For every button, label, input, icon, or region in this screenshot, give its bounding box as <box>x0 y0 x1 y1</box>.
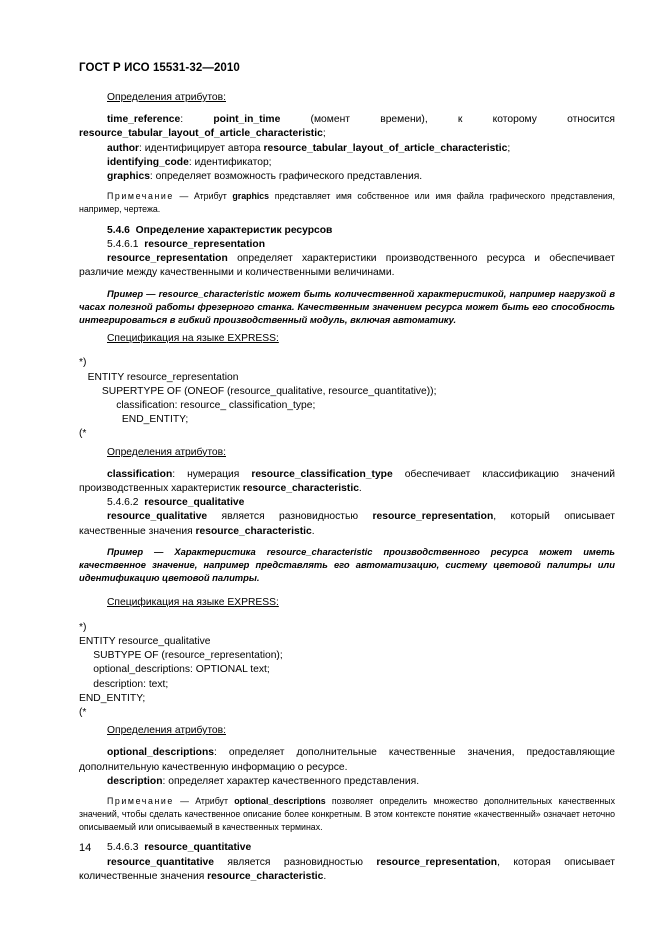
resource-representation-paragraph: resource_representation определяет характеристики производственного ресурса и обеспечивает различие между качественными и количественными величинами. <box>79 253 615 279</box>
code-line: *) <box>79 357 87 369</box>
code-line: SUPERTYPE OF (ONEOF (resource_qualitative, resource_quantitative)); <box>79 385 437 397</box>
code-line: (* <box>79 706 87 718</box>
example-resource-characteristic: Пример — resource_characteristic может быть количественной характеристикой, например нагрузкой в часах полезной работы фрезерного станка. Качественным значением ресурса может быть его способность интегрироваться в гибкий производственный модуль, включая автоматику. <box>79 287 615 326</box>
express-heading-2: Спецификация на языке EXPRESS: <box>107 597 279 609</box>
attrs-heading-3: Определения атрибутов: <box>107 725 226 737</box>
code-line: END_ENTITY; <box>79 414 189 426</box>
note-optional-descriptions: Примечание — Атрибут optional_descriptions позволяет определить множество дополнительных качественных значений, чтобы сделать качественное описание более конкретным. В этом контексте понятие «качественный» означает неточно описываемый или описываемый в качественных терминах. <box>79 795 615 832</box>
attr-time-reference: time_reference: point_in_time (момент времени), к которому относится resource_tabular_layout_of_article_characteristic; <box>79 114 615 140</box>
code-line: END_ENTITY; <box>79 692 146 704</box>
page-number: 14 <box>79 842 92 854</box>
attr-identifying-code: identifying_code: идентификатор; <box>107 156 272 168</box>
express-heading-1: Спецификация на языке EXPRESS: <box>107 333 279 345</box>
section-5-4-6-3-heading: 5.4.6.3 resource_quantitative <box>107 842 252 854</box>
attr-classification: classification: нумерация resource_classification_type обеспечивает классификацию значений производственных характеристик resource_characteristic. <box>79 468 615 495</box>
resource-qualitative-paragraph: resource_qualitative является разновидностью resource_representation, который описывает качественные значения resource_characteristic. <box>79 511 615 537</box>
code-line: optional_descriptions: OPTIONAL text; <box>79 664 270 676</box>
section-5-4-6-2-heading: 5.4.6.2 resource_qualitative <box>107 497 245 509</box>
resource-quantitative-paragraph: resource_quantitative является разновидностью resource_representation, которая описывает количественные значения resource_characteristic. <box>79 856 615 882</box>
document-header: ГОСТ Р ИСО 15531-32—2010 <box>79 62 240 74</box>
section-5-4-6-heading: 5.4.6 Определение характеристик ресурсов <box>107 224 333 236</box>
express-code-block-2 <box>79 621 615 720</box>
code-line: (* <box>79 428 87 440</box>
attr-graphics: graphics: определяет возможность графического представления. <box>107 171 423 183</box>
attrs-heading-2: Определения атрибутов: <box>107 446 226 458</box>
example-qualitative: Пример — Характеристика resource_characteristic производственного ресурса может иметь качественное значение, например представлять его автоматизацию, систему цветовой палитры или идентификацию цветовой палитры. <box>79 545 615 584</box>
note-graphics: Примечание — Атрибут graphics представляет имя собственное или имя файла графического представления, например, чертежа. <box>79 191 615 215</box>
attr-description: description: определяет характер качественного представления. <box>107 775 420 787</box>
code-line: classification: resource_ classification_type; <box>79 400 316 412</box>
attr-author: author: идентифицирует автора resource_tabular_layout_of_article_characteristic; <box>107 142 511 154</box>
code-line: ENTITY resource_representation <box>79 371 239 383</box>
express-code-block-1 <box>79 356 615 441</box>
section-5-4-6-1-heading: 5.4.6.1 resource_representation <box>107 239 265 251</box>
attrs-heading-1: Определения атрибутов: <box>107 92 226 103</box>
code-line: ENTITY resource_qualitative <box>79 635 211 647</box>
page-content <box>79 91 615 884</box>
code-line: description: text; <box>79 678 169 690</box>
attr-optional-descriptions: optional_descriptions: определяет дополнительные качественные значения, предоставляющие дополнительную качественную информацию о ресурсе. <box>79 747 615 773</box>
code-line: SUBTYPE OF (resource_representation); <box>79 650 283 662</box>
code-line: *) <box>79 621 87 633</box>
